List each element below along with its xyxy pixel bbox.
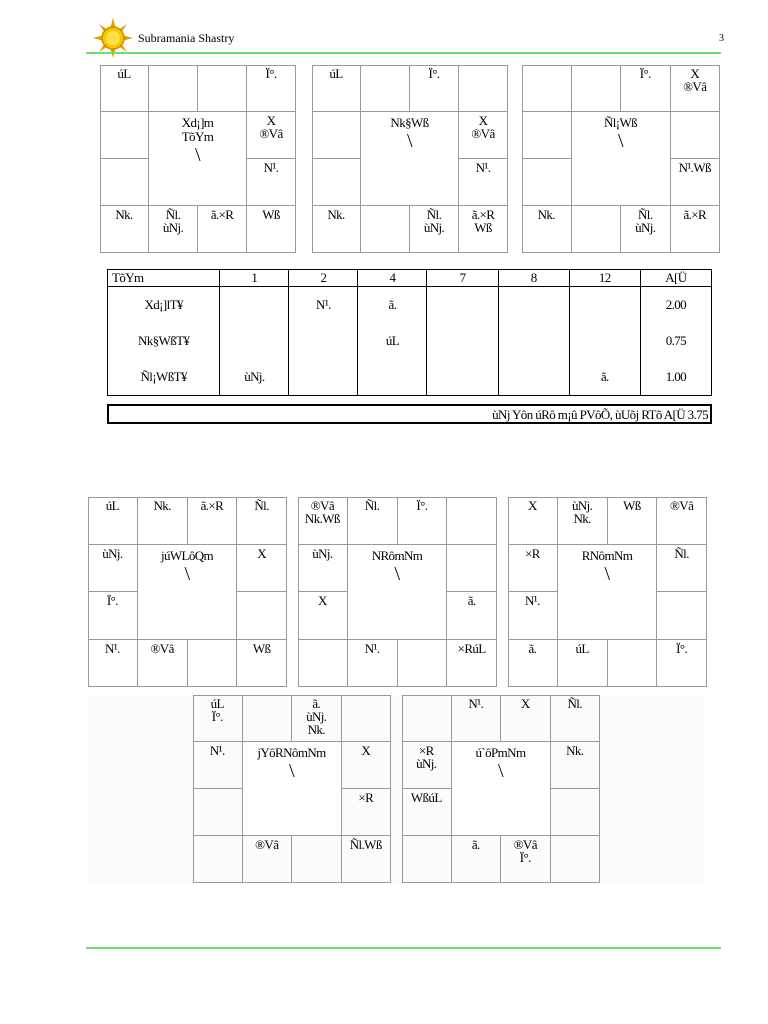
chart-house-cell	[243, 695, 293, 742]
chart-house-cell: Wß	[247, 206, 296, 253]
chart-center-mark: \	[289, 760, 294, 782]
chart-center-mark: \	[407, 130, 412, 152]
chart-house-cell: úL Ï°.	[193, 695, 243, 742]
chart-shodasamsa	[402, 695, 600, 883]
chart-house-cell: Ñl.	[657, 545, 707, 593]
chart-center	[452, 742, 551, 836]
chart-house-cell	[459, 65, 508, 112]
table-cell	[498, 359, 569, 396]
chart-house-cell: ®Vâ Ï°.	[501, 836, 551, 883]
chart-house-cell: N¹.	[508, 592, 558, 640]
table-cell	[427, 359, 498, 396]
chart-title: RNômNm	[581, 547, 633, 563]
chart-dwadasamsa	[508, 497, 707, 687]
table-row	[108, 323, 712, 359]
chart-house-cell	[361, 206, 410, 253]
chart-house-cell	[193, 789, 243, 836]
table-cell	[498, 287, 569, 324]
chart-house-cell	[447, 545, 497, 593]
table-header-cell: 1	[220, 270, 289, 287]
table-header-cell: 8	[498, 270, 569, 287]
chart-house-cell	[100, 112, 149, 159]
chart-house-cell: ×R ùNj.	[402, 742, 452, 789]
chart-house-cell	[657, 592, 707, 640]
lower-panel	[88, 695, 704, 883]
chart-house-cell: X	[298, 592, 348, 640]
chart-title: NRômNm	[371, 547, 423, 563]
chart-house-cell: Ï°.	[657, 640, 707, 688]
strength-table	[107, 269, 712, 396]
chart-house-cell: Ñl. ùNj.	[149, 206, 198, 253]
chart-house-cell: N¹.	[247, 159, 296, 206]
chart-house-cell: úL	[558, 640, 608, 688]
chart-house-cell: úL	[312, 65, 361, 112]
chart-house-cell: ùNj.	[298, 545, 348, 593]
chart-center	[361, 112, 459, 206]
table-cell: Nk§WßT¥	[108, 323, 220, 359]
table-cell	[427, 287, 498, 324]
chart-house-cell: Ñl.	[237, 497, 287, 545]
chart-house-cell: Ñl.	[551, 695, 601, 742]
chart-house-cell	[572, 206, 622, 253]
table-header-cell: 2	[289, 270, 358, 287]
chart-house-cell: ×R	[508, 545, 558, 593]
chart-house-cell	[551, 836, 601, 883]
chart-house-cell: X	[508, 497, 558, 545]
chart-center	[572, 112, 671, 206]
chart-house-cell	[342, 695, 392, 742]
table-cell: ã.	[569, 359, 640, 396]
table-cell: úL	[358, 323, 427, 359]
table-cell: 1.00	[640, 359, 711, 396]
chart-house-cell: ã.×R	[188, 497, 238, 545]
chart-house-cell	[193, 836, 243, 883]
header-author: Subramania Shastry	[138, 31, 235, 45]
chart-house-cell	[671, 112, 721, 159]
chart-house-cell: Nk.	[138, 497, 188, 545]
chart-house-cell: X ®Vâ	[459, 112, 508, 159]
chart-house-cell: X	[501, 695, 551, 742]
chart-house-cell	[572, 65, 622, 112]
chart-house-cell: ×RúL	[447, 640, 497, 688]
chart-house-cell: Nk.	[100, 206, 149, 253]
chart-center-mark: \	[498, 760, 503, 782]
chart-house-cell: Wß	[237, 640, 287, 688]
table-header-cell: 7	[427, 270, 498, 287]
chart-rasi	[100, 65, 296, 253]
chart-center-mark: \	[618, 130, 623, 152]
chart-center	[348, 545, 448, 640]
chart-house-cell: Ñl.Wß	[342, 836, 392, 883]
chart-house-cell	[608, 640, 658, 688]
chart-dwadasamsa-d12	[193, 695, 391, 883]
chart-trimsamsa	[88, 497, 287, 687]
chart-dasamsa	[298, 497, 497, 687]
chart-house-cell: úL	[88, 497, 138, 545]
chart-house-cell: Ï°.	[247, 65, 296, 112]
chart-house-cell: N¹.	[452, 695, 502, 742]
chart-house-cell: N¹.	[193, 742, 243, 789]
chart-house-cell: ã.×R Wß	[459, 206, 508, 253]
chart-house-cell	[551, 789, 601, 836]
chart-title: jYôRNômNm	[257, 745, 326, 760]
chart-house-cell: Nk.	[522, 206, 572, 253]
table-cell: ùNj.	[220, 359, 289, 396]
chart-house-cell	[402, 695, 452, 742]
chart-house-cell: Ñl.	[348, 497, 398, 545]
chart-house-cell	[292, 836, 342, 883]
chart-house-cell	[447, 497, 497, 545]
chart-house-cell	[312, 159, 361, 206]
total-strength: ùNj Yôn úRô m¡û PVôÕ, ùUõj RTõ A[Ü 3.75	[107, 404, 712, 424]
chart-house-cell: X	[237, 545, 287, 593]
chart-house-cell: Ï°.	[621, 65, 671, 112]
table-cell: ã.	[358, 287, 427, 324]
table-cell	[427, 323, 498, 359]
chart-house-cell: Wß	[608, 497, 658, 545]
chart-title: Xd¡]m TõYm	[181, 115, 214, 144]
chart-house-cell	[198, 65, 247, 112]
chart-house-cell: ã.	[508, 640, 558, 688]
chart-center-mark: \	[184, 562, 190, 585]
table-header-cell: 12	[569, 270, 640, 287]
chart-house-cell: ã.×R	[671, 206, 721, 253]
page-number: 3	[719, 33, 724, 44]
chart-house-cell	[188, 640, 238, 688]
table-cell	[220, 287, 289, 324]
chart-house-cell: ã.×R	[198, 206, 247, 253]
table-cell: N¹.	[289, 287, 358, 324]
chart-house-cell: ùNj.	[88, 545, 138, 593]
chart-center-mark: \	[195, 144, 200, 166]
chart-title: Nk§Wß	[390, 115, 429, 130]
table-cell: 2.00	[640, 287, 711, 324]
chart-house-cell: ×R	[342, 789, 392, 836]
chart-house-cell: X	[342, 742, 392, 789]
table-cell: Ñl¡WßT¥	[108, 359, 220, 396]
table-cell	[569, 323, 640, 359]
chart-house-cell: X ®Vâ	[671, 65, 721, 112]
chart-house-cell	[298, 640, 348, 688]
chart-drekkana	[522, 65, 720, 253]
table-cell	[358, 359, 427, 396]
chart-house-cell: ã. ùNj. Nk.	[292, 695, 342, 742]
chart-house-cell	[522, 112, 572, 159]
chart-house-cell: ®Vâ Nk.Wß	[298, 497, 348, 545]
chart-house-cell: Nk.	[312, 206, 361, 253]
chart-house-cell: Ñl. ùNj.	[410, 206, 459, 253]
chart-house-cell	[522, 65, 572, 112]
table-cell	[289, 323, 358, 359]
chart-center-mark: \	[394, 562, 400, 585]
chart-house-cell: Ñl. ùNj.	[621, 206, 671, 253]
chart-center	[149, 112, 247, 206]
chart-house-cell: N¹.	[88, 640, 138, 688]
table-header-cell: A[Ü	[640, 270, 711, 287]
table-cell: Xd¡]lT¥	[108, 287, 220, 324]
chart-house-cell	[522, 159, 572, 206]
chart-house-cell	[361, 65, 410, 112]
table-cell	[498, 323, 569, 359]
chart-house-cell: ®Vâ	[138, 640, 188, 688]
table-header-cell: 4	[358, 270, 427, 287]
chart-house-cell	[149, 65, 198, 112]
chart-house-cell: Ï°.	[398, 497, 448, 545]
chart-title: júWLôQm	[160, 547, 214, 563]
header-rule	[86, 52, 721, 54]
chart-house-cell: WßúL	[402, 789, 452, 836]
chart-house-cell: Ï°.	[410, 65, 459, 112]
chart-house-cell: ®Vâ	[243, 836, 293, 883]
chart-house-cell: Ï°.	[88, 592, 138, 640]
chart-center-mark: \	[604, 562, 610, 585]
footer-rule	[86, 947, 721, 949]
chart-house-cell: Nk.	[551, 742, 601, 789]
chart-house-cell: ùNj. Nk.	[558, 497, 608, 545]
table-cell	[569, 287, 640, 324]
chart-house-cell: úL	[100, 65, 149, 112]
chart-house-cell	[402, 836, 452, 883]
chart-house-cell	[237, 592, 287, 640]
chart-house-cell: ã.	[447, 592, 497, 640]
chart-house-cell	[398, 640, 448, 688]
table-header-cell: TõYm	[108, 270, 220, 287]
table-row	[108, 287, 712, 324]
chart-title: ú`ôPmNm	[475, 745, 526, 760]
chart-house-cell: ®Vâ	[657, 497, 707, 545]
chart-house-cell: N¹.	[459, 159, 508, 206]
chart-title: Ñl¡Wß	[603, 115, 638, 130]
chart-center	[558, 545, 658, 640]
table-cell	[220, 323, 289, 359]
chart-house-cell	[312, 112, 361, 159]
chart-house-cell: X ®Vâ	[247, 112, 296, 159]
table-cell: 0.75	[640, 323, 711, 359]
chart-center	[243, 742, 342, 836]
chart-house-cell: N¹.Wß	[671, 159, 721, 206]
chart-house-cell: ã.	[452, 836, 502, 883]
chart-navamsa	[312, 65, 508, 253]
table-cell	[289, 359, 358, 396]
chart-center	[138, 545, 238, 640]
table-header-row	[108, 270, 712, 287]
chart-house-cell: N¹.	[348, 640, 398, 688]
chart-house-cell	[100, 159, 149, 206]
table-row	[108, 359, 712, 396]
